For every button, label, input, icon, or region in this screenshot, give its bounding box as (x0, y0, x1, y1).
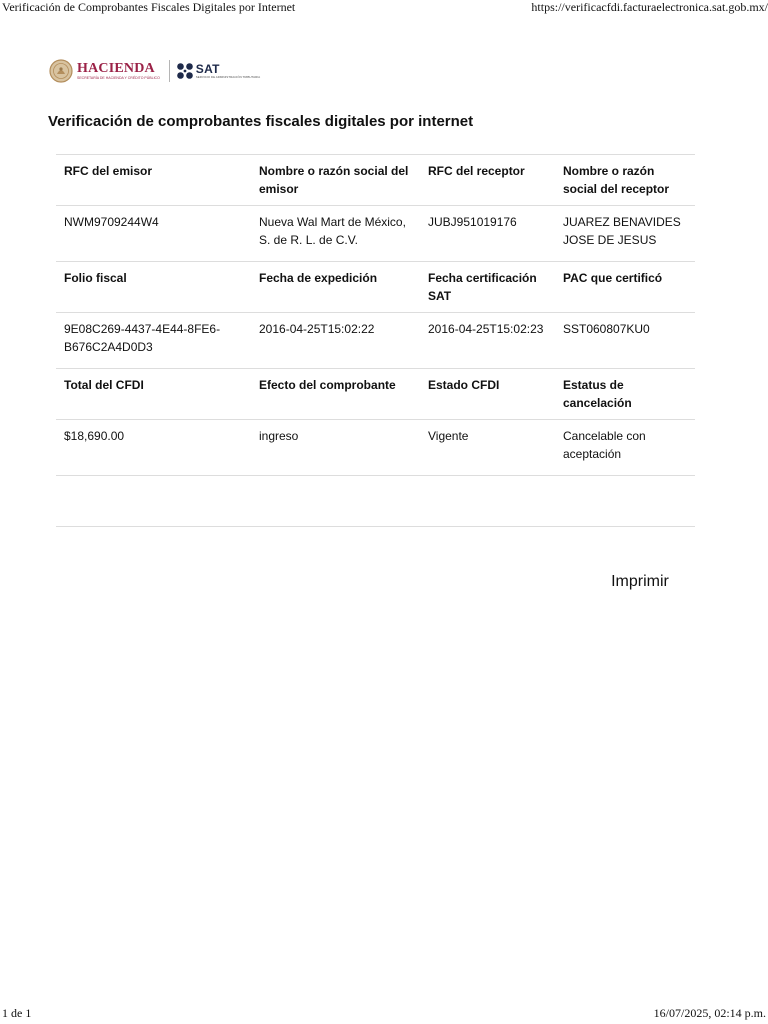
hacienda-subtitle: SECRETARÍA DE HACIENDA Y CRÉDITO PÚBLICO (77, 76, 160, 80)
table-row (56, 206, 695, 262)
empty-cell (56, 476, 695, 527)
cfdi-details-table (56, 154, 695, 527)
value-nombre-emisor: Nueva Wal Mart de México, S. de R. L. de C.V. (251, 206, 420, 262)
header-folio-fiscal: Folio fiscal (56, 262, 251, 313)
value-efecto: ingreso (251, 420, 420, 476)
table-header-row (56, 155, 695, 206)
value-estatus-cancelacion: Cancelable con aceptación (555, 420, 695, 476)
print-header (0, 0, 768, 16)
hacienda-logo (77, 61, 160, 81)
header-fecha-certificacion: Fecha certificación SAT (420, 262, 555, 313)
value-nombre-receptor: JUAREZ BENAVIDES JOSE DE JESUS (555, 206, 695, 262)
logo-divider (169, 60, 170, 82)
value-folio-fiscal: 9E08C269-4437-4E44-8FE6-B676C2A4D0D3 (56, 313, 251, 369)
agency-logos (49, 56, 260, 86)
table-header-row (56, 262, 695, 313)
table-row (56, 420, 695, 476)
header-estatus-cancelacion: Estatus de cancelación (555, 369, 695, 420)
sat-logo-icon (176, 62, 194, 80)
header-nombre-receptor: Nombre o razón social del receptor (555, 155, 695, 206)
print-button[interactable]: Imprimir (604, 570, 676, 594)
print-datetime: 16/07/2025, 02:14 p.m. (653, 1006, 766, 1020)
value-estado-cfdi: Vigente (420, 420, 555, 476)
value-rfc-emisor: NWM9709244W4 (56, 206, 251, 262)
page-title: Verificación de comprobantes fiscales digitales por internet (48, 113, 474, 130)
page-count: 1 de 1 (2, 1006, 32, 1020)
header-rfc-emisor: RFC del emisor (56, 155, 251, 206)
table-empty-row (56, 476, 695, 527)
value-fecha-expedicion: 2016-04-25T15:02:22 (251, 313, 420, 369)
header-rfc-receptor: RFC del receptor (420, 155, 555, 206)
value-total-cfdi: $18,690.00 (56, 420, 251, 476)
print-footer (0, 1006, 768, 1024)
print-page-title: Verificación de Comprobantes Fiscales Digitales por Internet (2, 0, 296, 14)
value-rfc-receptor: JUBJ951019176 (420, 206, 555, 262)
header-total-cfdi: Total del CFDI (56, 369, 251, 420)
header-estado-cfdi: Estado CFDI (420, 369, 555, 420)
header-efecto: Efecto del comprobante (251, 369, 420, 420)
header-pac: PAC que certificó (555, 262, 695, 313)
sat-subtitle: SERVICIO DE ADMINISTRACIÓN TRIBUTARIA (195, 74, 261, 79)
hacienda-wordmark: HACIENDA (77, 61, 155, 76)
value-pac: SST060807KU0 (555, 313, 695, 369)
hacienda-seal-icon (49, 59, 73, 83)
table-row (56, 313, 695, 369)
table-header-row (56, 369, 695, 420)
print-url: https://verificacfdi.facturaelectronica.sat.gob.mx/ (531, 0, 768, 14)
header-fecha-expedicion: Fecha de expedición (251, 262, 420, 313)
sat-logo (196, 63, 260, 80)
sat-wordmark: SAT (195, 61, 220, 76)
header-nombre-emisor: Nombre o razón social del emisor (251, 155, 420, 206)
value-fecha-certificacion: 2016-04-25T15:02:23 (420, 313, 555, 369)
